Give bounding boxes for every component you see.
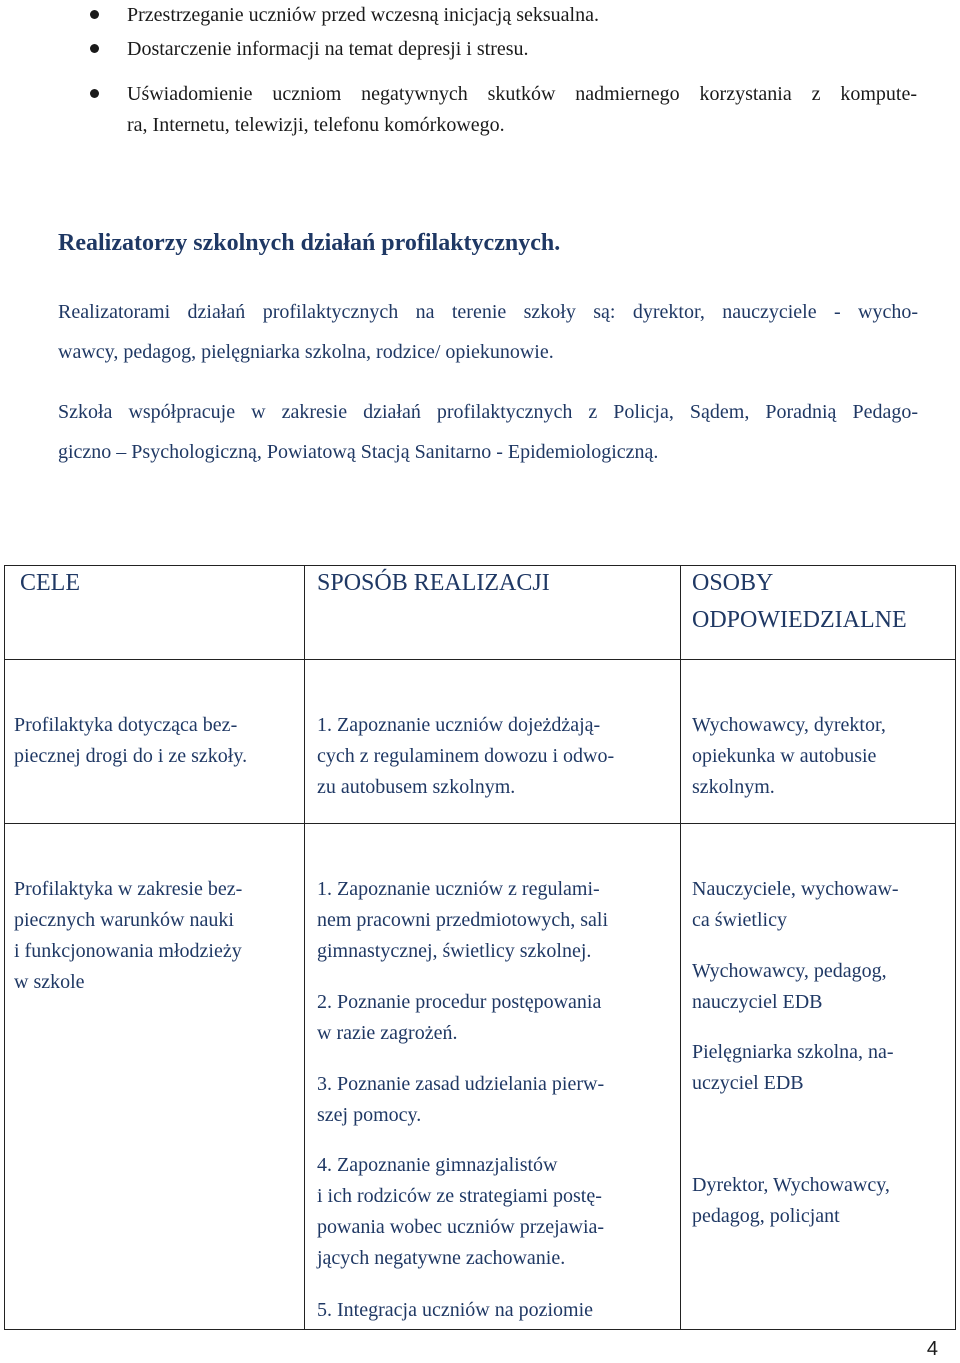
table-column-divider — [304, 565, 305, 1330]
row2-sposob-item-4 — [317, 1150, 604, 1274]
text-line: Dyrektor, Wychowawcy, — [692, 1174, 890, 1196]
section-heading: Realizatorzy szkolnych działań profilaktycznych. — [58, 230, 561, 256]
text-line: 1. Zapoznanie uczniów z regulami- — [317, 878, 600, 900]
text-line: jących negatywne zachowanie. — [317, 1247, 566, 1269]
bullet-text — [127, 0, 917, 31]
bullet-dot-icon — [90, 89, 99, 98]
row1-cele — [14, 710, 247, 772]
text-line: gimnastycznej, świetlicy szkolnej. — [317, 940, 592, 962]
text-line: pedagog, policjant — [692, 1205, 840, 1227]
text-line: Profilaktyka w zakresie bez- — [14, 878, 243, 900]
text-line: Profilaktyka dotycząca bez- — [14, 714, 238, 736]
bullet-dot-icon — [90, 44, 99, 53]
goals-table — [4, 565, 956, 1330]
text-line: szkolnym. — [692, 776, 775, 798]
table-row-divider — [4, 823, 956, 824]
row2-sposob-item-1 — [317, 874, 608, 967]
text-line: Realizatorami działań profilaktycznych na terenie szkoły są: dyrektor, nauczyciele - wycho- — [58, 301, 918, 323]
page-number: 4 — [926, 1338, 938, 1360]
text-line: wawcy, pedagog, pielęgniarka szkolna, rodzice/ opiekunowie. — [58, 341, 554, 363]
text-line: ra, Internetu, telewizji, telefonu komórkowego. — [127, 114, 505, 136]
text-line: w szkole — [14, 971, 85, 993]
text-line: nem pracowni przedmiotowych, sali — [317, 909, 609, 931]
text-line: 1. Zapoznanie uczniów dojeżdżają- — [317, 714, 601, 736]
text-line: zu autobusem szkolnym. — [317, 776, 516, 798]
text-line: w razie zagrożeń. — [317, 1022, 458, 1044]
bullet-text — [127, 79, 917, 141]
text-line: Wychowawcy, dyrektor, — [692, 714, 886, 736]
text-line: powania wobec uczniów przejawia- — [317, 1216, 605, 1238]
text-line: piecznej drogi do i ze szkoły. — [14, 745, 248, 767]
row1-sposob — [317, 710, 614, 803]
text-line: Szkoła współpracuje w zakresie działań profilaktycznych z Policja, Sądem, Poradnią Pedago- — [58, 401, 918, 423]
bullet-text — [127, 34, 917, 65]
header-cele: CELE — [20, 570, 80, 596]
header-sposob-realizacji: SPOSÓB REALIZACJI — [317, 570, 550, 596]
text-line: Wychowawcy, pedagog, — [692, 960, 887, 982]
text-line: 2. Poznanie procedur postępowania — [317, 991, 602, 1013]
text-line: 5. Integracja uczniów na poziomie — [317, 1299, 593, 1321]
row2-sposob-item-3 — [317, 1069, 604, 1131]
text-line: szej pomocy. — [317, 1104, 422, 1126]
text-line: Pielęgniarka szkolna, na- — [692, 1041, 894, 1063]
text-line: 4. Zapoznanie gimnazjalistów — [317, 1154, 558, 1176]
text-line: giczno – Psychologiczną, Powiatową Stacją Sanitarno - Epidemiologiczną. — [58, 441, 659, 463]
text-line: opiekunka w autobusie — [692, 745, 877, 767]
table-row-divider — [4, 659, 956, 660]
text-line: Przestrzeganie uczniów przed wczesną inicjacją seksualna. — [127, 4, 599, 26]
header-line: OSOBY — [692, 570, 774, 596]
paragraph-wspolpraca — [58, 392, 918, 472]
text-line: cych z regulaminem dowozu i odwo- — [317, 745, 615, 767]
table-column-divider — [680, 565, 681, 1330]
header-osoby-odpowiedzialne — [692, 565, 907, 639]
row2-sposob-item-5 — [317, 1295, 593, 1326]
text-line: Dostarczenie informacji na temat depresji i stresu. — [127, 38, 529, 60]
row2-osoby-item-3 — [692, 1037, 894, 1099]
text-line: i ich rodziców ze strategiami postę- — [317, 1185, 602, 1207]
bullet-dot-icon — [90, 10, 99, 19]
text-line: nauczyciel EDB — [692, 991, 823, 1013]
row2-osoby-item-2 — [692, 956, 887, 1018]
paragraph-realizatorzy — [58, 292, 918, 372]
text-line: Nauczyciele, wychowaw- — [692, 878, 899, 900]
text-line: i funkcjonowania młodzieży — [14, 940, 242, 962]
text-line: Uświadomienie uczniom negatywnych skutków nadmiernego korzystania z kompute- — [127, 83, 917, 105]
table-border-right — [955, 565, 956, 1330]
table-border-bottom — [4, 1329, 956, 1330]
row2-sposob-item-2 — [317, 987, 601, 1049]
header-line: ODPOWIEDZIALNE — [692, 607, 907, 633]
table-border-left — [4, 565, 5, 1330]
row2-osoby-item-4 — [692, 1170, 890, 1232]
text-line: ca świetlicy — [692, 909, 787, 931]
text-line: piecznych warunków nauki — [14, 909, 234, 931]
text-line: uczyciel EDB — [692, 1072, 804, 1094]
text-line: 3. Poznanie zasad udzielania pierw- — [317, 1073, 605, 1095]
row2-osoby-item-1 — [692, 874, 899, 936]
row1-osoby — [692, 710, 886, 803]
row2-cele — [14, 874, 242, 998]
